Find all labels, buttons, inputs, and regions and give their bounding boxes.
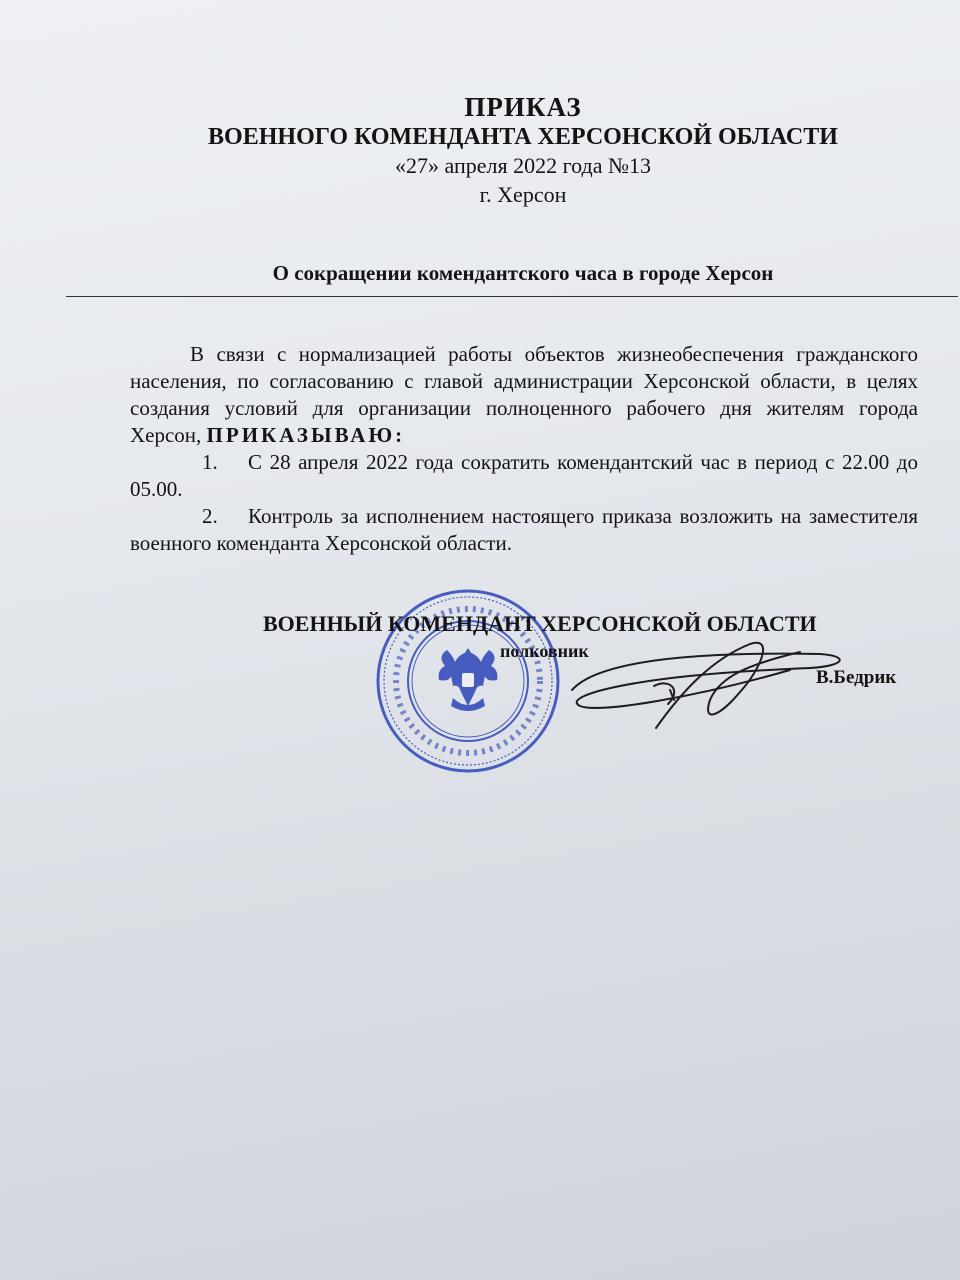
document-city: г. Херсон bbox=[479, 182, 567, 207]
item-number: 2. bbox=[202, 504, 218, 528]
list-item bbox=[130, 449, 918, 503]
intro-text: В связи с нормализацией работы объектов жизнеобеспечения гражданского населения, по согласованию с главой администрации Херсонской области, в целях создания условий для организации полноценного рабочего дня жителям города Херсон, bbox=[130, 342, 918, 447]
list-item bbox=[130, 503, 918, 557]
heading-divider bbox=[66, 296, 958, 297]
intro-paragraph bbox=[130, 341, 918, 449]
document-title: ПРИКАЗ bbox=[464, 92, 582, 122]
document-body bbox=[130, 341, 918, 557]
signatory-title: ВОЕННЫЙ КОМЕНДАНТ ХЕРСОНСКОЙ ОБЛАСТИ bbox=[263, 611, 817, 636]
item-text: Контроль за исполнением настоящего приказа возложить на заместителя военного коменданта Херсонской области. bbox=[130, 504, 918, 555]
double-headed-eagle-icon bbox=[439, 648, 498, 711]
item-text: С 28 апреля 2022 года сократить комендантский час в период с 22.00 до 05.00. bbox=[130, 450, 918, 501]
order-word: ПРИКАЗЫВАЮ: bbox=[206, 423, 406, 447]
signatory-name: В.Бедрик bbox=[816, 667, 897, 688]
document-heading: О сокращении комендантского часа в городе Херсон bbox=[272, 261, 774, 285]
document-subtitle: ВОЕННОГО КОМЕНДАНТА ХЕРСОНСКОЙ ОБЛАСТИ bbox=[208, 124, 838, 150]
item-number: 1. bbox=[202, 450, 218, 474]
document-date: «27» апреля 2022 года №13 bbox=[395, 153, 651, 178]
signatory-rank: полковник bbox=[500, 641, 589, 661]
